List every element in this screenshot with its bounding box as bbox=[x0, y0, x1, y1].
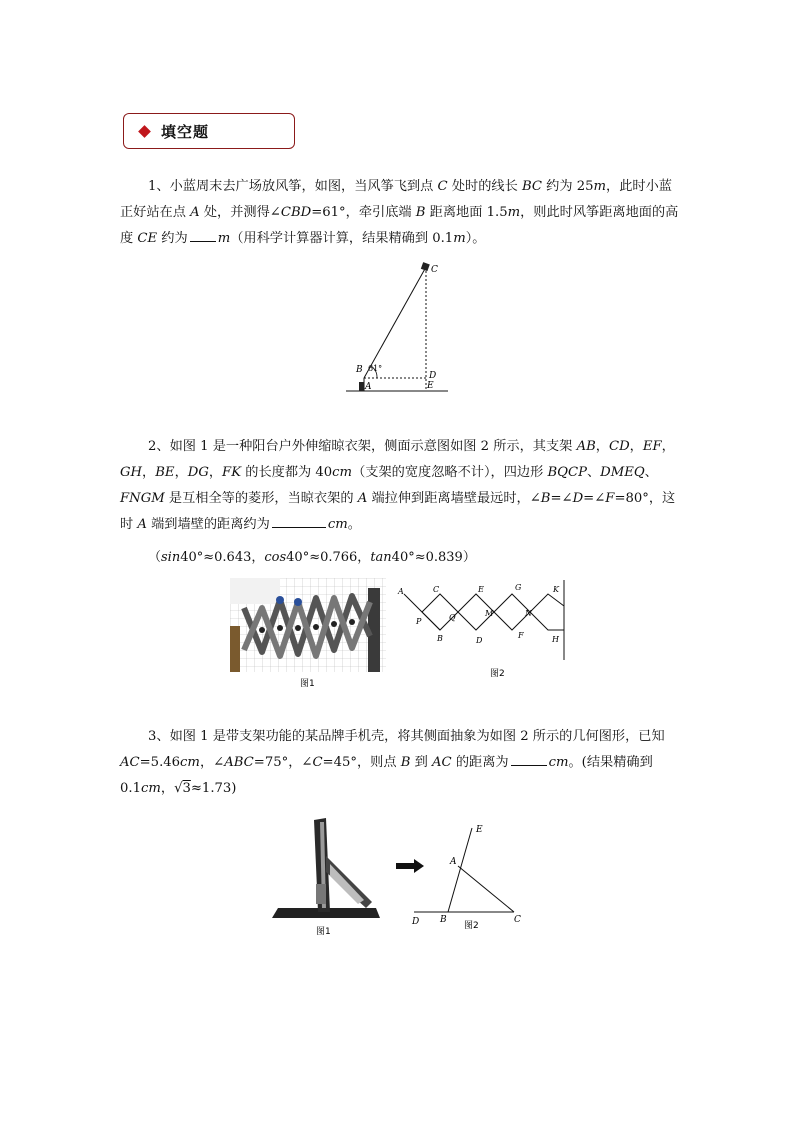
rack-diagram bbox=[396, 580, 572, 680]
svg-text:N: N bbox=[525, 609, 532, 618]
question-2-text: 2、如图 1 是一种阳台户外伸缩晾衣架，侧面示意图如图 2 所示，其支架 AB，CD，EF，GH，BE，DG，FK 的长度都为 40cm（支架的宽度忽略不计），四边形 BQCP、DMEQ、FNGM 是互相全等的菱形，当晾衣架的 A 端拉伸到距离墙壁最远时，∠B=∠D=∠F=80°，这时 A 端到墙壁的距离约为 cm。 bbox=[120, 439, 676, 532]
rack-fig1-label: 图1 bbox=[300, 679, 315, 688]
answer-blank-3 bbox=[511, 764, 547, 766]
section-title: 填空题 bbox=[161, 122, 210, 141]
svg-text:M: M bbox=[485, 609, 494, 618]
svg-text:K: K bbox=[553, 585, 559, 594]
section-header bbox=[123, 113, 295, 149]
answer-blank-2 bbox=[272, 526, 326, 528]
label-A: A bbox=[365, 382, 372, 392]
svg-text:E: E bbox=[478, 585, 484, 594]
svg-text:B: B bbox=[440, 915, 447, 925]
kite-icon bbox=[421, 262, 430, 271]
triangle-fig2-label: 图2 bbox=[464, 921, 479, 931]
label-B: B bbox=[356, 365, 363, 375]
angle-label: 61° bbox=[368, 364, 383, 373]
label-C: C bbox=[431, 265, 438, 275]
svg-text:C: C bbox=[514, 915, 521, 925]
triangle-diagram bbox=[406, 820, 530, 932]
phone-fig1-label: 图1 bbox=[316, 927, 331, 937]
svg-text:H: H bbox=[552, 635, 559, 644]
svg-text:B: B bbox=[437, 634, 443, 643]
svg-text:P: P bbox=[416, 617, 422, 626]
svg-text:G: G bbox=[515, 583, 522, 592]
diamond-bullet-icon bbox=[138, 125, 151, 138]
drying-rack-photo bbox=[230, 578, 386, 688]
rack-fig2-label: 图2 bbox=[490, 669, 505, 679]
label-E: E bbox=[427, 381, 434, 391]
sqrt-symbol: √3 bbox=[174, 781, 191, 796]
answer-blank-1 bbox=[190, 240, 216, 242]
kite-diagram bbox=[340, 255, 460, 395]
svg-text:D: D bbox=[476, 636, 483, 645]
person-icon bbox=[359, 382, 364, 391]
question-3-text: 3、如图 1 是带支架功能的某品牌手机壳，将其侧面抽象为如图 2 所示的几何图形，已知 AC=5.46cm，∠ABC=75°，∠C=45°，则点 B 到 AC 的距离为 cm。(结果精确到 0.1cm，√3≈1.73) bbox=[120, 729, 665, 796]
svg-text:A: A bbox=[450, 857, 457, 867]
svg-text:Q: Q bbox=[449, 613, 456, 622]
svg-text:A: A bbox=[398, 587, 404, 596]
label-D: D bbox=[429, 371, 437, 381]
svg-text:F: F bbox=[518, 631, 524, 640]
question-1-text: 1、小蓝周末去广场放风筝，如图，当风筝飞到点 C 处时的线长 BC 约为 25m，此时小蓝正好站在点 A 处，并测得∠CBD=61°，牵引底端 B 距离地面 1.5m，则此时风筝距离地面的高度 CE 约为 m（用科学计算器计算，结果精确到 0.1m）。 bbox=[120, 179, 679, 246]
svg-text:D: D bbox=[412, 917, 420, 927]
question-2-note: （sin40°≈0.643，cos40°≈0.766，tan40°≈0.839） bbox=[148, 550, 476, 565]
phone-stand-photo bbox=[268, 812, 384, 938]
svg-text:C: C bbox=[433, 585, 440, 594]
svg-text:E: E bbox=[476, 825, 483, 835]
